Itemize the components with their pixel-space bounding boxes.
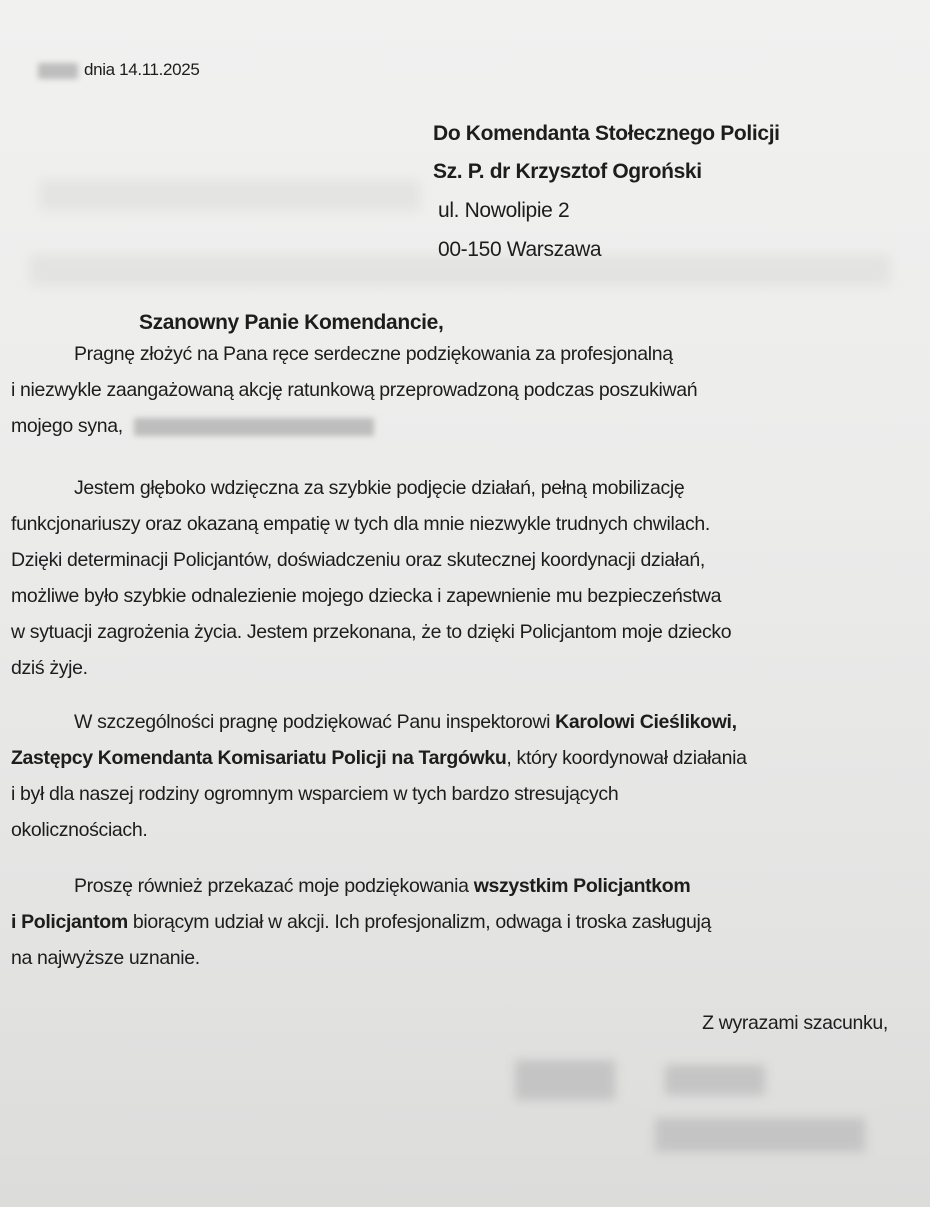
- salutation: Szanowny Panie Komendancie,: [139, 311, 444, 334]
- p3-line4: okolicznościach.: [11, 819, 148, 841]
- redacted-son-name: [134, 418, 374, 436]
- p4-line1-text: Proszę również przekazać moje podziękowania: [74, 875, 474, 897]
- p4-bold-officers: wszystkim Policjantkom: [473, 875, 691, 897]
- p4-line2: [11, 911, 711, 934]
- p2-line3: Dzięki determinacji Policjantów, doświadczeniu oraz skutecznej koordynacji działań,: [11, 549, 705, 571]
- recipient-name: Sz. P. dr Krzysztof Ogroński: [433, 160, 702, 183]
- p3-line2-text: , który koordynował działania: [506, 747, 747, 769]
- p2-line6: dziś żyje.: [11, 657, 88, 679]
- p4-line1: [74, 875, 690, 898]
- p3-line3: i był dla naszej rodziny ogromnym wsparciem w tych bardzo stresujących: [11, 783, 619, 805]
- p2-line4: możliwe było szybkie odnalezienie mojego dziecka i zapewnienie mu bezpieczeństwa: [11, 585, 722, 607]
- p4-bold-police: i Policjantom: [11, 911, 128, 933]
- inspector-position: Zastępcy Komendanta Komisariatu Policji na Targówku: [11, 747, 507, 769]
- p1-line1: Pragnę złożyć na Pana ręce serdeczne podziękowania za profesjonalną: [74, 343, 673, 365]
- inspector-name: Karolowi Cieślikowi,: [555, 711, 737, 733]
- p2-line2: funkcjonariuszy oraz okazaną empatię w tych dla mnie niezwykle trudnych chwilach.: [11, 513, 710, 535]
- recipient-street: ul. Nowolipie 2: [438, 199, 570, 222]
- recipient-title: Do Komendanta Stołecznego Policji: [433, 122, 780, 145]
- p4-line3: na najwyższe uznanie.: [11, 947, 200, 969]
- p1-line3: [11, 415, 374, 438]
- date-text: dnia 14.11.2025: [84, 60, 200, 79]
- p1-line3-text: mojego syna,: [11, 415, 123, 437]
- p2-line1: Jestem głęboko wdzięczna za szybkie podjęcie działań, pełną mobilizację: [74, 477, 685, 499]
- p2-line5: w sytuacji zagrożenia życia. Jestem przekonana, że to dzięki Policjantom moje dziecko: [11, 621, 732, 643]
- redacted-place: [38, 63, 78, 79]
- p3-line2: [11, 747, 747, 770]
- p1-line2: i niezwykle zaangażowaną akcję ratunkową przeprowadzoną podczas poszukiwań: [11, 379, 698, 401]
- date-line: [38, 60, 199, 80]
- closing: Z wyrazami szacunku,: [702, 1012, 888, 1034]
- show-through-shadow: [40, 180, 420, 210]
- recipient-city: 00-150 Warszawa: [438, 238, 602, 261]
- p3-line1-text: W szczególności pragnę podziękować Panu inspektorowi: [74, 711, 556, 733]
- p4-line2-text: biorącym udział w akcji. Ich profesjonalizm, odwaga i troska zasługują: [127, 911, 711, 933]
- p3-line1: [74, 711, 737, 734]
